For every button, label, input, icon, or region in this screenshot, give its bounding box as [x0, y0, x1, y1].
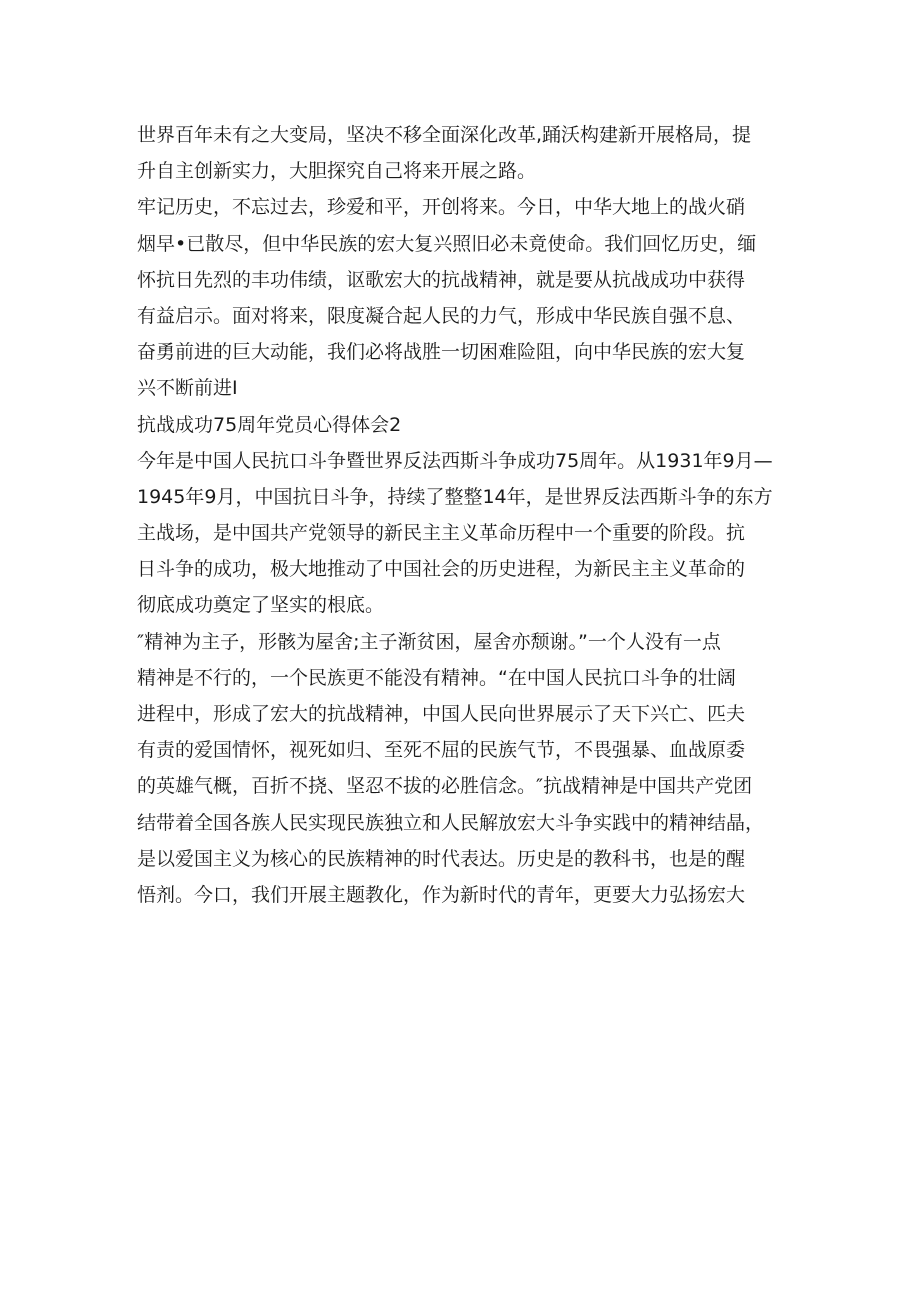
text-line: 悟剂。今口，我们开展主题教化，作为新时代的青年，更要大力弘扬宏大	[137, 883, 746, 906]
text-line: 奋勇前进的巨大动能，我们必将战胜一切困难险阻，向中华民族的宏大复	[137, 341, 746, 364]
paragraph	[137, 117, 792, 189]
text-line: 升自主创新实力，大胆探究自己将来开展之路。	[137, 160, 537, 183]
heading-line: 抗战成功75周年党员心得体会2	[137, 413, 402, 436]
text-line: 主战场，是中国共产党领导的新民主主义革命历程中一个重要的阶段。抗	[137, 522, 746, 545]
text-line: 是以爱国主义为核心的民族精神的时代表达。历史是的教科书，也是的醒	[137, 847, 746, 870]
text-line: 兴不断前进I	[137, 377, 238, 400]
text-line: 世界百年未有之大变局，坚决不移全面深化改革,踊沃构建新开展格局，提	[137, 124, 752, 146]
text-line: 日斗争的成功，极大地推动了中国社会的历史进程，为新民主主义革命的	[137, 558, 746, 581]
text-line: 有益启示。面对将来，限度凝合起人民的力气，形成中华民族自强不息、	[137, 304, 746, 327]
text-line: 怀抗日先烈的丰功伟绩，讴歌宏大的抗战精神，就是要从抗战成功中获得	[137, 268, 746, 291]
text-line: 有责的爱国情怀，视死如归、至死不屈的民族气节，不畏强暴、血战原委	[137, 739, 746, 762]
document-body	[137, 117, 792, 913]
text-line: 烟早•已散尽，但中华民族的宏大复兴照旧必未竟使命。我们回忆历史，缅	[137, 232, 757, 255]
section-heading	[137, 407, 792, 443]
text-line: 1945年9月，中国抗日斗争，持续了整整14年，是世界反法西斯斗争的东方	[137, 485, 773, 508]
text-line: 今年是中国人民抗口斗争暨世界反法西斯斗争成功75周年。从1931年9月—	[137, 449, 773, 472]
text-line: 结带着全国各族人民实现民族独立和人民解放宏大斗争实践中的精神结晶，	[137, 811, 765, 834]
text-line: 进程中，形成了宏大的抗战精神，中国人民向世界展示了天下兴亡、匹夫	[137, 703, 746, 725]
text-line: 精神是不行的，一个民族更不能没有精神。“在中国人民抗口斗争的壮阔	[137, 666, 736, 689]
text-line: 的英雄气概，百折不挠、坚忍不拔的必胜信念。″抗战精神是中国共产党团	[137, 775, 753, 798]
paragraph	[137, 443, 792, 624]
paragraph	[137, 624, 792, 914]
text-line: 彻底成功奠定了坚实的根底。	[137, 594, 385, 617]
text-line: ″精神为主子，形骸为屋舍;主子渐贫困，屋舍亦颓谢。”一个人没有一点	[137, 630, 721, 653]
paragraph	[137, 189, 792, 406]
text-line: 牢记历史，不忘过去，珍爱和平，开创将来。今日，中华大地上的战火硝	[137, 196, 746, 219]
